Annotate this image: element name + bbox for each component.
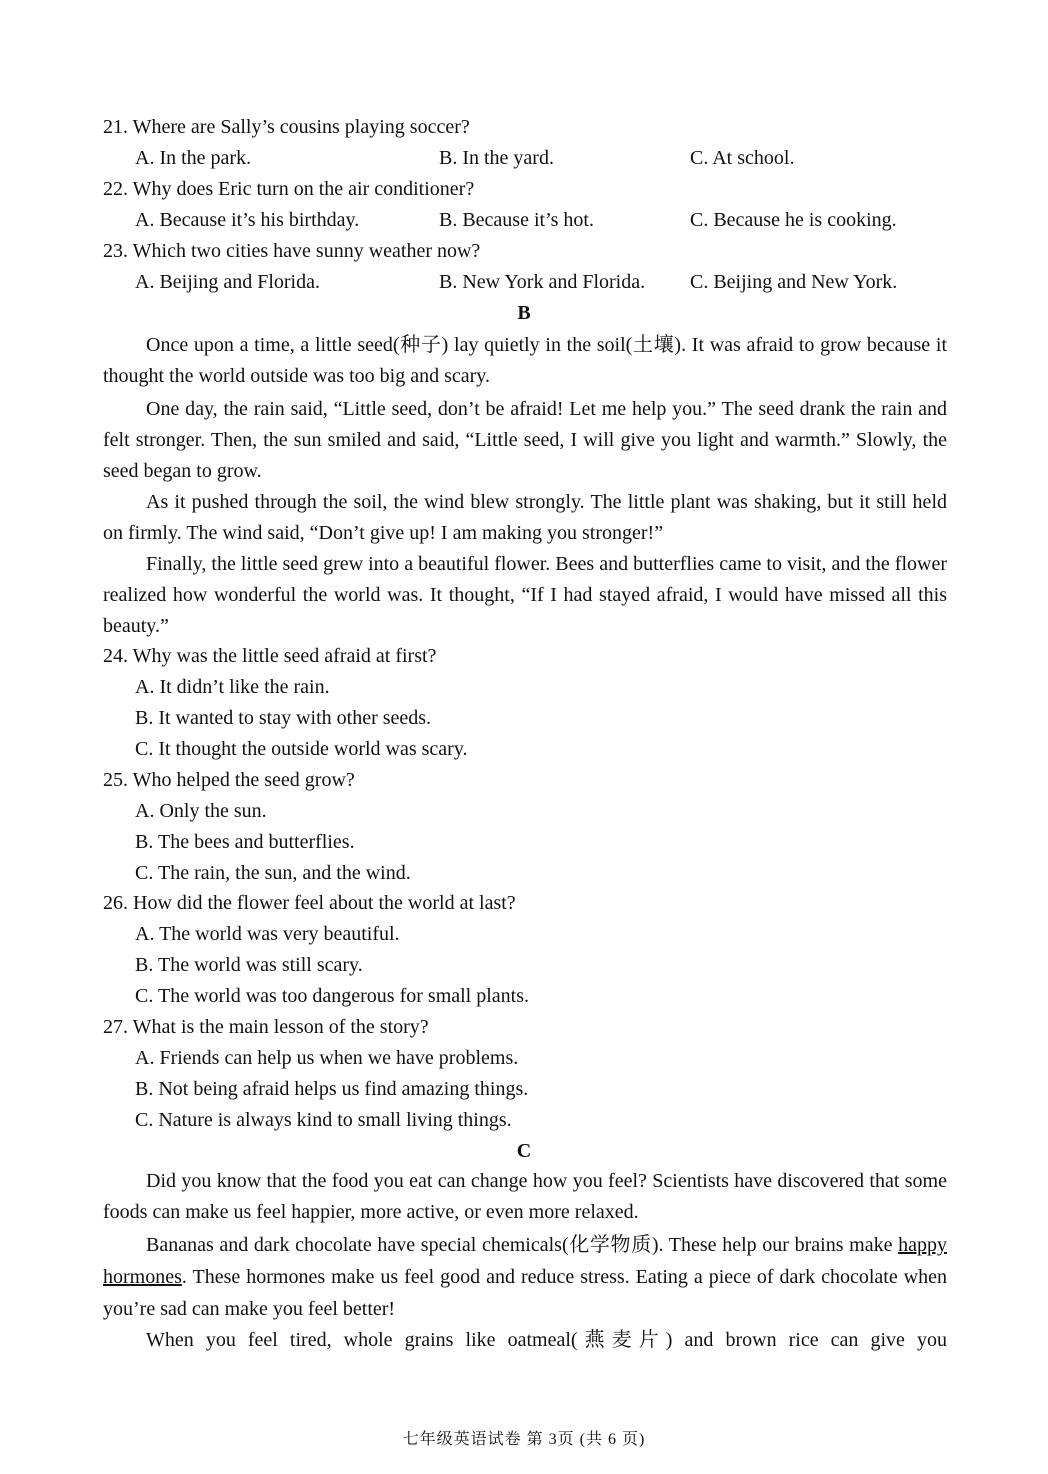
paragraph-2-text-before: Bananas and dark chocolate have special chemicals(化学物质). These help our brains make: [146, 1234, 899, 1256]
option-22-a: A. Because it’s his birthday.: [135, 209, 360, 231]
option-23-c: C. Beijing and New York.: [690, 271, 898, 293]
section-c-paragraph-2: [103, 1229, 947, 1325]
question-26: 26. How did the flower feel about the world at last?: [103, 892, 516, 914]
option-27-b: B. Not being afraid helps us find amazing things.: [135, 1078, 529, 1100]
section-b-heading: B: [517, 302, 531, 324]
question-22: 22. Why does Eric turn on the air conditioner?: [103, 178, 475, 200]
section-b-paragraph-4: Finally, the little seed grew into a beautiful flower. Bees and butterflies came to visit, and the flower realized how wonderful the world was. It thought, “If I had stayed afraid, I would have missed all this beauty.”: [103, 553, 947, 637]
section-b-paragraph-3: As it pushed through the soil, the wind blew strongly. The little plant was shaking, but it still held on firmly. The wind said, “Don’t give up! I am making you stronger!”: [103, 491, 947, 544]
happy-hormones-underlined: happy hormones: [103, 1234, 947, 1288]
option-24-c: C. It thought the outside world was scary.: [135, 738, 468, 760]
paragraph-2-text-after: . These hormones make us feel good and reduce stress. Eating a piece of dark chocolate when you’re sad can make you feel better!: [103, 1266, 947, 1320]
option-21-a: A. In the park.: [135, 147, 252, 169]
question-24: 24. Why was the little seed afraid at first?: [103, 645, 437, 667]
option-26-a: A. The world was very beautiful.: [135, 923, 400, 945]
option-21-c: C. At school.: [690, 147, 795, 169]
option-27-a: A. Friends can help us when we have problems.: [135, 1047, 519, 1069]
option-24-a: A. It didn’t like the rain.: [135, 676, 330, 698]
section-b-paragraph-2: One day, the rain said, “Little seed, don’t be afraid! Let me help you.” The seed drank the rain and felt stronger. Then, the sun smiled and said, “Little seed, I will give you light and warmth.” Slowly, the seed began to grow.: [103, 398, 947, 482]
question-27: 27. What is the main lesson of the story?: [103, 1016, 429, 1038]
option-25-a: A. Only the sun.: [135, 800, 267, 822]
option-22-b: B. Because it’s hot.: [439, 209, 594, 231]
option-26-b: B. The world was still scary.: [135, 954, 363, 976]
option-22-c: C. Because he is cooking.: [690, 209, 897, 231]
option-25-c: C. The rain, the sun, and the wind.: [135, 862, 411, 884]
option-21-b: B. In the yard.: [439, 147, 554, 169]
question-23: 23. Which two cities have sunny weather now?: [103, 240, 481, 262]
option-23-a: A. Beijing and Florida.: [135, 271, 320, 293]
page-footer: 七年级英语试卷 第 3页 (共 6 页): [402, 1431, 646, 1448]
option-23-b: B. New York and Florida.: [439, 271, 646, 293]
option-25-b: B. The bees and butterflies.: [135, 831, 355, 853]
section-c-paragraph-3: When you feel tired, whole grains like oatmeal(燕麦片) and brown rice can give you: [146, 1329, 947, 1351]
option-27-c: C. Nature is always kind to small living things.: [135, 1109, 512, 1131]
section-b-paragraph-1: Once upon a time, a little seed(种子) lay quietly in the soil(土壤). It was afraid to grow because it thought the world outside was too big and scary.: [103, 334, 947, 387]
option-24-b: B. It wanted to stay with other seeds.: [135, 707, 432, 729]
section-c-heading: C: [516, 1140, 532, 1162]
question-21: 21. Where are Sally’s cousins playing soccer?: [103, 116, 470, 138]
option-26-c: C. The world was too dangerous for small plants.: [135, 985, 530, 1007]
question-25: 25. Who helped the seed grow?: [103, 769, 355, 791]
section-c-paragraph-1: Did you know that the food you eat can change how you feel? Scientists have discovered that some foods can make us feel happier, more active, or even more relaxed.: [103, 1170, 947, 1223]
